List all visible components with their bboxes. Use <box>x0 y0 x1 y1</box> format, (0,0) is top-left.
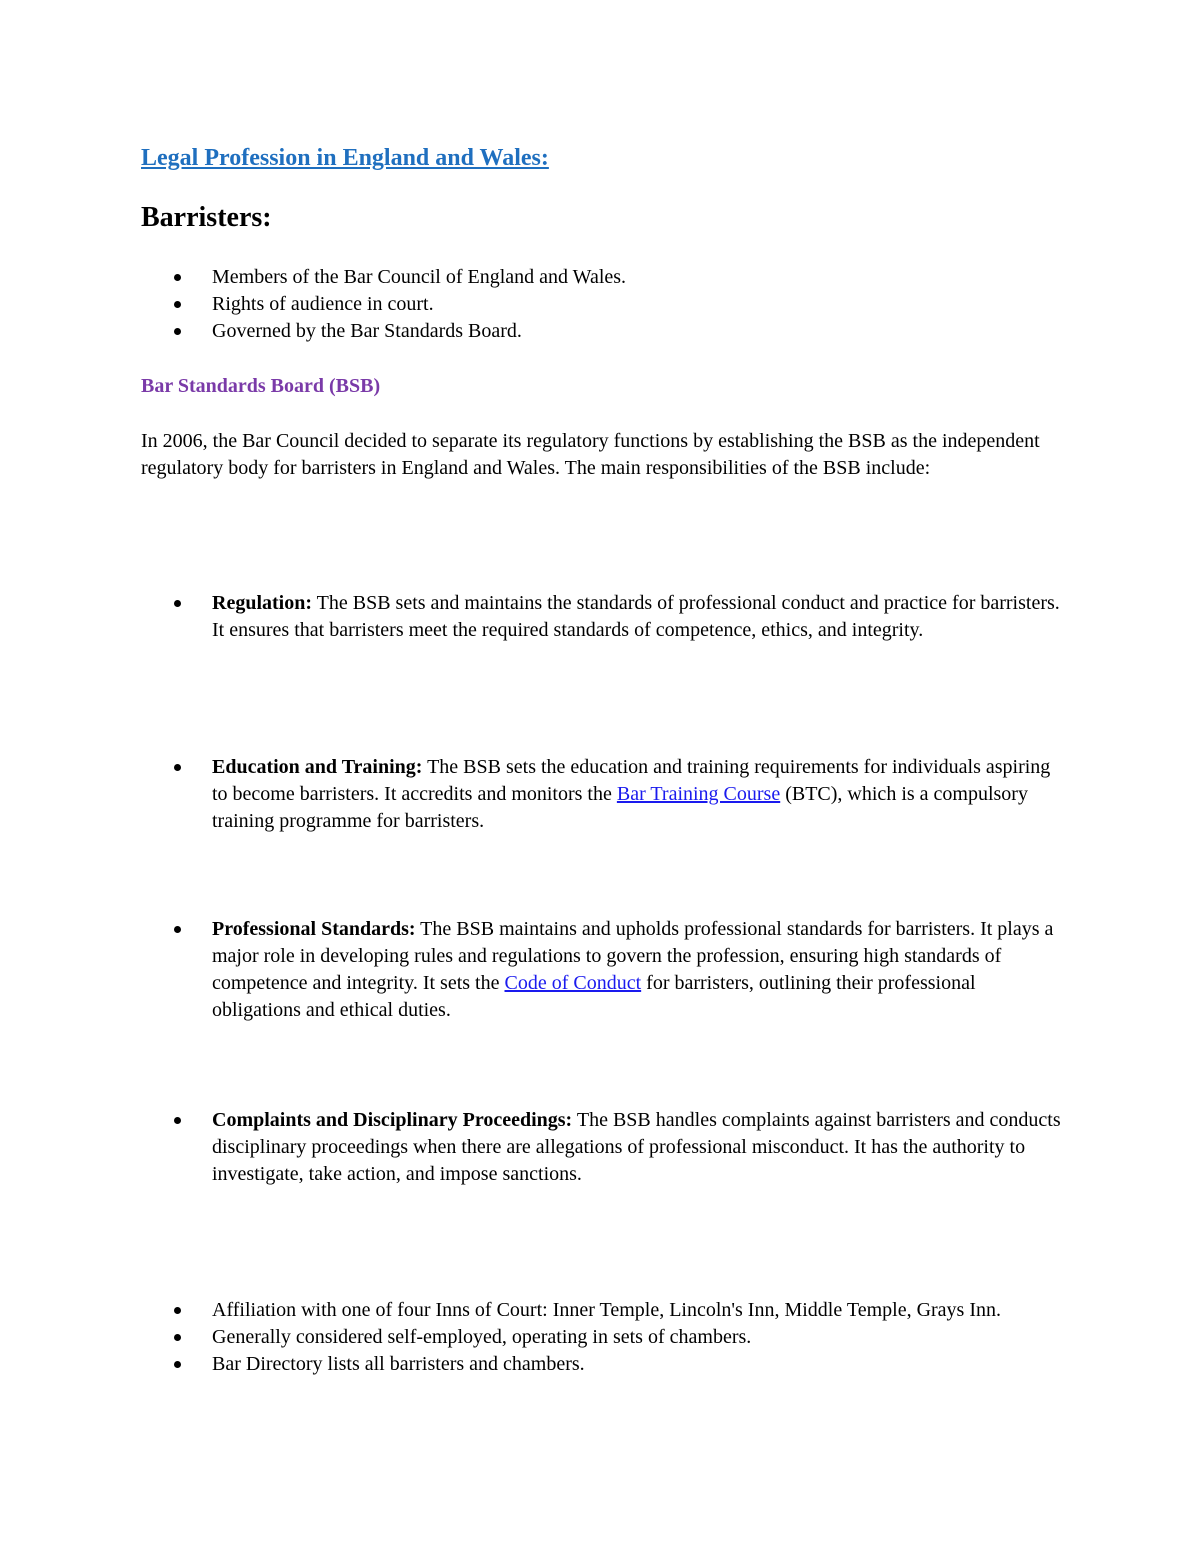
bar-training-course-link[interactable]: Bar Training Course <box>616 783 781 805</box>
list-item-text: Generally considered self-employed, operating in sets of chambers. <box>212 1326 752 1348</box>
list-item-text: Members of the Bar Council of England and Wales. <box>212 266 627 288</box>
list-item <box>141 1351 1061 1378</box>
bullet-icon <box>174 764 181 771</box>
bullet-icon <box>174 328 181 335</box>
term-description: The BSB sets and maintains the standards of professional conduct and practice for barristers. It ensures that barristers meet the required standards of competence, ethics, and integrity. <box>212 592 1060 641</box>
overview-list <box>141 264 1061 345</box>
bullet-icon <box>174 1117 181 1124</box>
bullet-icon <box>174 926 181 933</box>
list-item-text: Bar Directory lists all barristers and chambers. <box>212 1353 585 1375</box>
list-item <box>141 1297 1061 1324</box>
term-description: The BSB maintains and upholds professional standards for barristers. It plays a major role in developing rules and regulations to govern the profession, ensuring high standards of competence and integrity. It sets the <box>212 918 1054 994</box>
closing-list <box>141 1297 1061 1378</box>
bullet-icon <box>174 1334 181 1341</box>
bullet-icon <box>174 1361 181 1368</box>
term-description: The BSB handles complaints against barristers and conducts disciplinary proceedings when there are allegations of professional misconduct. It has the authority to investigate, take action, and impose sanctions. <box>212 1109 1061 1185</box>
bullet-icon <box>174 1307 181 1314</box>
intro-paragraph: In 2006, the Bar Council decided to separate its regulatory functions by establishing the BSB as the independent regulatory body for barristers in England and Wales. The main responsibilities of the BSB include: <box>141 430 1040 479</box>
term-description-end: (BTC), which is a compulsory training programme for barristers. <box>212 783 1028 832</box>
term-label: Professional Standards: <box>212 918 416 940</box>
list-item <box>141 916 1061 1024</box>
list-item-text: Governed by the Bar Standards Board. <box>212 320 522 342</box>
list-item <box>141 1324 1061 1351</box>
bullet-icon <box>174 600 181 607</box>
term-label: Regulation: <box>212 592 312 614</box>
list-item <box>141 1107 1061 1188</box>
responsibility-list-standards <box>141 916 1061 1024</box>
term-label: Complaints and Disciplinary Proceedings: <box>212 1109 573 1131</box>
bullet-icon <box>174 274 181 281</box>
term-description-end: for barristers, outlining their professional obligations and ethical duties. <box>212 972 976 1021</box>
responsibility-list-complaints <box>141 1107 1061 1188</box>
list-item <box>141 291 1061 318</box>
list-item <box>141 264 1061 291</box>
term-description: The BSB sets the education and training requirements for individuals aspiring to become barristers. It accredits and monitors the <box>212 756 1051 805</box>
list-item <box>141 754 1061 835</box>
responsibility-list-regulation <box>141 590 1061 644</box>
subheading-bsb: Bar Standards Board (BSB) <box>141 375 381 397</box>
document-title: Legal Profession in England and Wales: <box>141 145 549 171</box>
list-item-text: Rights of audience in court. <box>212 293 434 315</box>
list-item-text: Affiliation with one of four Inns of Court: Inner Temple, Lincoln's Inn, Middle Temple, Grays Inn. <box>212 1299 1001 1321</box>
bullet-icon <box>174 301 181 308</box>
section-heading-barristers: Barristers: <box>141 202 272 233</box>
list-item <box>141 590 1061 644</box>
responsibility-list-education <box>141 754 1061 835</box>
code-of-conduct-link[interactable]: Code of Conduct <box>504 972 642 994</box>
term-label: Education and Training: <box>212 756 423 778</box>
list-item <box>141 318 1061 345</box>
